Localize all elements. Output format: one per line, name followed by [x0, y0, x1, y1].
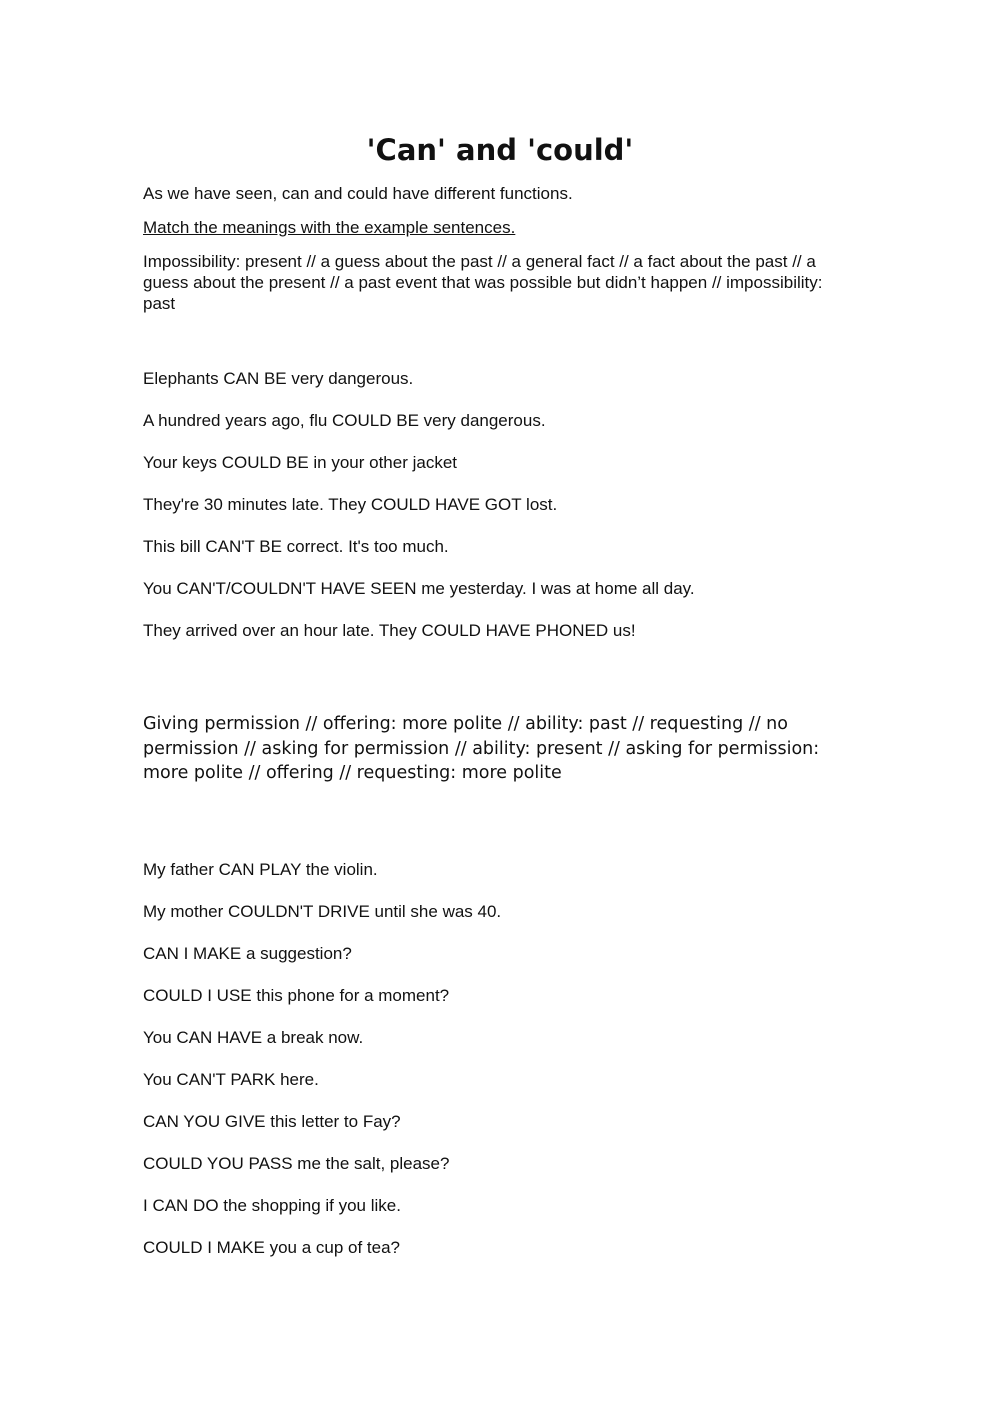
- list-item: They arrived over an hour late. They COULD HAVE PHONED us!: [143, 621, 636, 640]
- page-title: 'Can' and 'could': [366, 133, 634, 167]
- list-item: COULD I MAKE you a cup of tea?: [143, 1238, 401, 1257]
- list-item: A hundred years ago, flu COULD BE very dangerous.: [143, 411, 546, 430]
- list-item: COULD I USE this phone for a moment?: [143, 986, 450, 1005]
- list-item: CAN YOU GIVE this letter to Fay?: [143, 1112, 401, 1131]
- list-item: I CAN DO the shopping if you like.: [143, 1196, 401, 1215]
- list-item: Elephants CAN BE very dangerous.: [143, 369, 414, 388]
- list-item: Your keys COULD BE in your other jacket: [143, 453, 458, 472]
- list-item: CAN I MAKE a suggestion?: [143, 944, 352, 963]
- list-item: They're 30 minutes late. They COULD HAVE GOT lost.: [143, 495, 558, 514]
- list-item: COULD YOU PASS me the salt, please?: [143, 1154, 450, 1173]
- list-item: This bill CAN'T BE correct. It's too much.: [143, 537, 449, 556]
- list-item: You CAN HAVE a break now.: [143, 1028, 364, 1047]
- meanings-list-1: Impossibility: present // a guess about the past // a general fact // a fact about the past // a guess about the present // a past event that was possible but didn’t happen // impossibility: past: [143, 252, 823, 313]
- intro-text: As we have seen, can and could have different functions.: [143, 184, 573, 203]
- meanings-list-2: Giving permission // offering: more polite // ability: past // requesting // no permission // asking for permission // ability: present // asking for permission: more polite // offering // requesting: more polite: [143, 714, 820, 783]
- list-item: You CAN'T PARK here.: [143, 1070, 319, 1089]
- list-item: You CAN'T/COULDN'T HAVE SEEN me yesterday. I was at home all day.: [143, 579, 695, 598]
- list-item: My mother COULDN'T DRIVE until she was 40.: [143, 902, 502, 921]
- instruction-text: Match the meanings with the example sentences.: [143, 218, 516, 237]
- list-item: My father CAN PLAY the violin.: [143, 860, 378, 879]
